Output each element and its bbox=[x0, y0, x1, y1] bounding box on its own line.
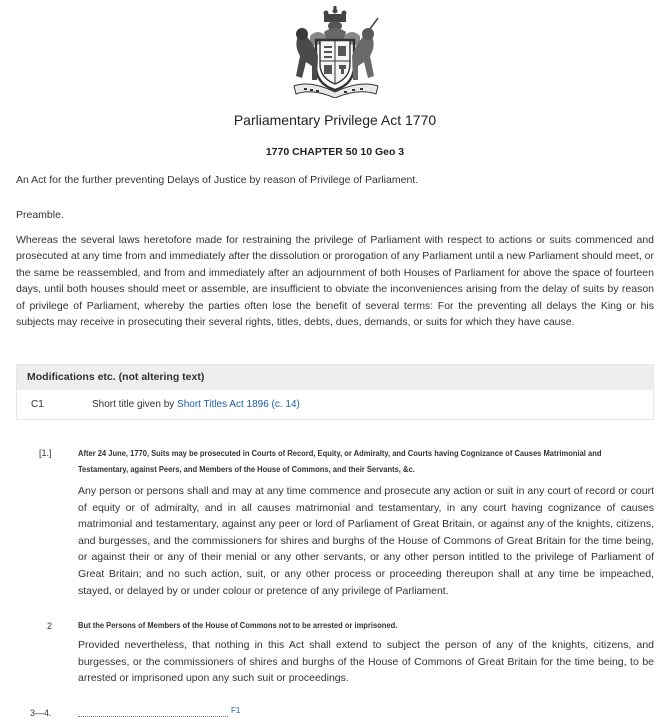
act-long-title: An Act for the further preventing Delays of Justice by reason of Privilege of Parliament. bbox=[16, 174, 419, 186]
section-2-number: 2 bbox=[47, 621, 53, 631]
section-1-number: [1.] bbox=[39, 448, 52, 458]
short-titles-act-link[interactable]: Short Titles Act 1896 (c. 14) bbox=[177, 399, 300, 410]
modification-key: C1 bbox=[31, 399, 44, 410]
modification-text-prefix: Short title given by bbox=[92, 399, 178, 410]
act-chapter: 1770 CHAPTER 50 10 Geo 3 bbox=[265, 146, 405, 158]
modifications-heading: Modifications etc. (not altering text) bbox=[17, 365, 653, 390]
modification-row bbox=[17, 390, 653, 420]
section-2-text: Provided nevertheless, that nothing in this Act shall extend to subject the person of any of the knights, citizens, and burgesses, or the commissioners of shires and burghs of the House of Commons of Great Britain for the time being, to be arrested or imprisoned upon any such suit or proceedings. bbox=[78, 639, 654, 685]
modifications-box bbox=[16, 364, 654, 420]
section-1-heading: After 24 June, 1770, Suits may be prosecuted in Courts of Record, Equity, or Admiralty, and Courts having Cognizance of Causes Matrimonial and Testamentary, against Peers, and Members of the House of Commons, and their Servants, &c. bbox=[78, 448, 602, 474]
preamble-heading: Preamble. bbox=[16, 209, 64, 221]
act-title: Parliamentary Privilege Act 1770 bbox=[233, 112, 437, 128]
section-1-text: Any person or persons shall and may at any time commence and prosecute any action or suit in any court of record or court of equity or of admiralty, and in all causes matrimonial and testamentary, in any court having cognizance of causes matrimonial and testamentary, against any peer or lord of Parliament of Great Britain, or against any of the knights, citizens, and burgesses, and the commissioners for shires and burghs of the House of Commons of Great Britain for the time being, or against their or any of their menial or any other servants, or any other person intitled to the privilege of Parliament of Great Britain; and no such action, suit, or any other process or proceeding thereupon shall at any time be impeached, stayed, or delayed by or under colour or pretence of any privilege of Parliament. bbox=[78, 485, 654, 597]
footnote-f1-link[interactable]: F1 bbox=[231, 706, 241, 715]
section-2-heading: But the Persons of Members of the House of Commons not to be arrested or imprisoned. bbox=[78, 620, 398, 630]
sections-3-4-number: 3—4. bbox=[30, 708, 52, 718]
royal-coat-of-arms-icon bbox=[280, 6, 390, 98]
repealed-text-dots bbox=[78, 716, 228, 717]
preamble-text: Whereas the several laws heretofore made for restraining the privilege of Parliament with respect to actions or suits commenced and prosecuted at any time from and immediately after the dissolution or prorogation of any Parliament until a new Parliament should meet, or the same be reassembled, and from and immediately after an adjournment of both Houses of Parliament for above the space of fourteen days, until both houses should meet or assemble, are insufficient to obviate the inconveniences arising from the delay of suits by reason of privilege of Parliament, whereby the parties often lose the benefit of several terms: For the preventing all delays the King or his subjects may receive in prosecuting their several rights, titles, debts, dues, demands, or suits for which they have cause. bbox=[16, 234, 654, 329]
modification-text bbox=[92, 399, 300, 410]
